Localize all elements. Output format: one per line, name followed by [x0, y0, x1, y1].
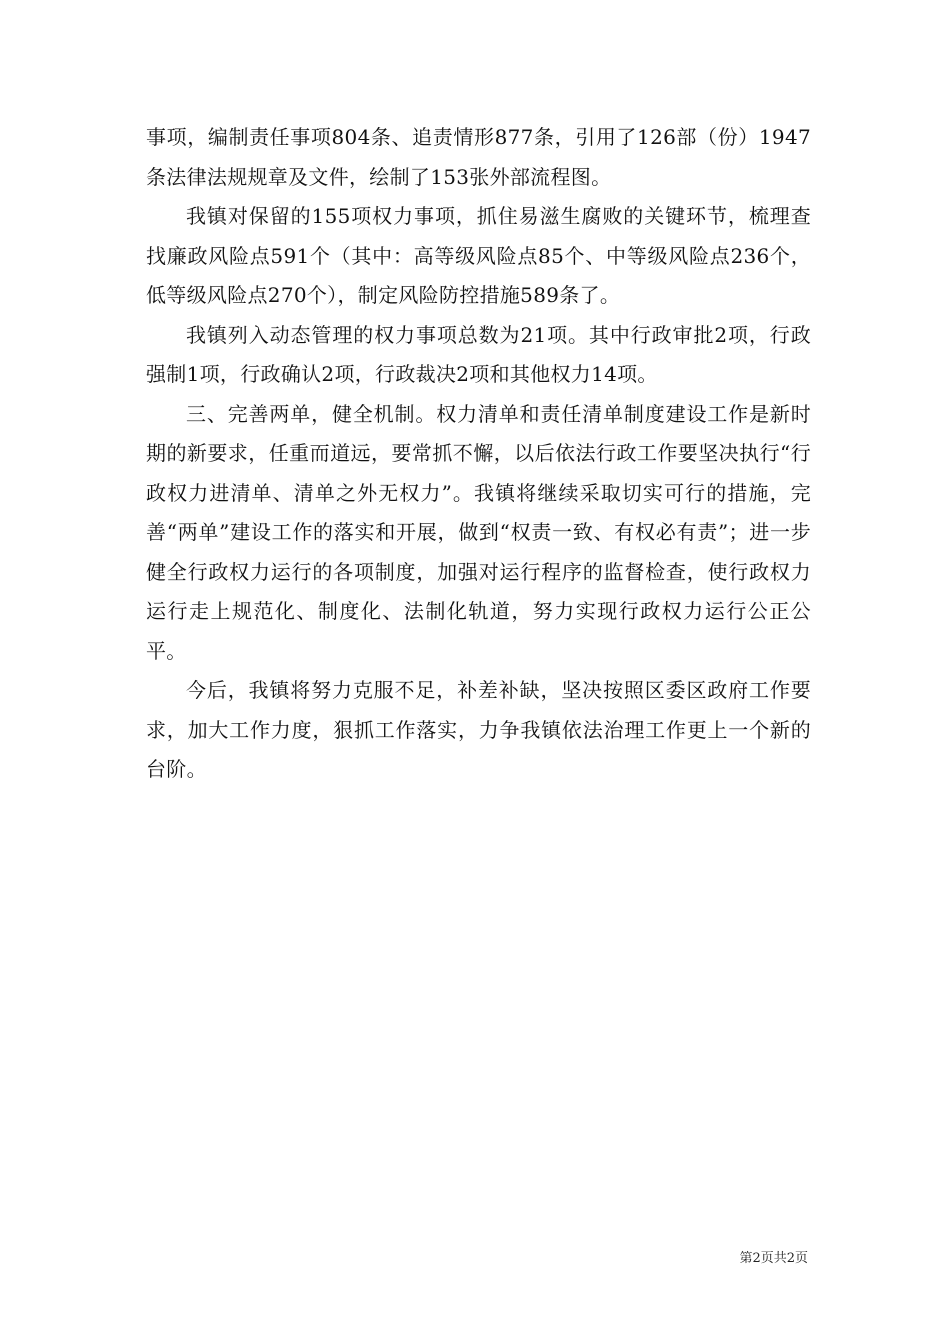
paragraph-2: 我镇对保留的155项权力事项，抓住易滋生腐败的关键环节，梳理查找廉政风险点591个（其中：高等级风险点85个、中等级风险点236个，低等级风险点270个），制定风险防控措施589条了。 — [146, 204, 811, 307]
document-body — [146, 118, 811, 790]
paragraph-4: 三、完善两单，健全机制。权力清单和责任清单制度建设工作是新时期的新要求，任重而道远，要常抓不懈，以后依法行政工作要坚决执行“行政权力进清单、清单之外无权力”。我镇将继续采取切实可行的措施，完善“两单”建设工作的落实和开展，做到“权责一致、有权必有责”；进一步健全行政权力运行的各项制度，加强对运行程序的监督检查，使行政权力运行走上规范化、制度化、法制化轨道，努力实现行政权力运行公正公平。 — [146, 401, 811, 663]
paragraph-1: 事项，编制责任事项804条、追责情形877条，引用了126部（份）1947条法律法规规章及文件，绘制了153张外部流程图。 — [146, 125, 811, 189]
paragraph-5: 今后，我镇将努力克服不足，补差补缺，坚决按照区委区政府工作要求，加大工作力度，狠抓工作落实，力争我镇依法治理工作更上一个新的台阶。 — [146, 678, 811, 781]
paragraph-3: 我镇列入动态管理的权力事项总数为21项。其中行政审批2项，行政强制1项，行政确认2项，行政裁决2项和其他权力14项。 — [146, 322, 811, 386]
page-number: 第2页共2页 — [739, 1251, 808, 1266]
